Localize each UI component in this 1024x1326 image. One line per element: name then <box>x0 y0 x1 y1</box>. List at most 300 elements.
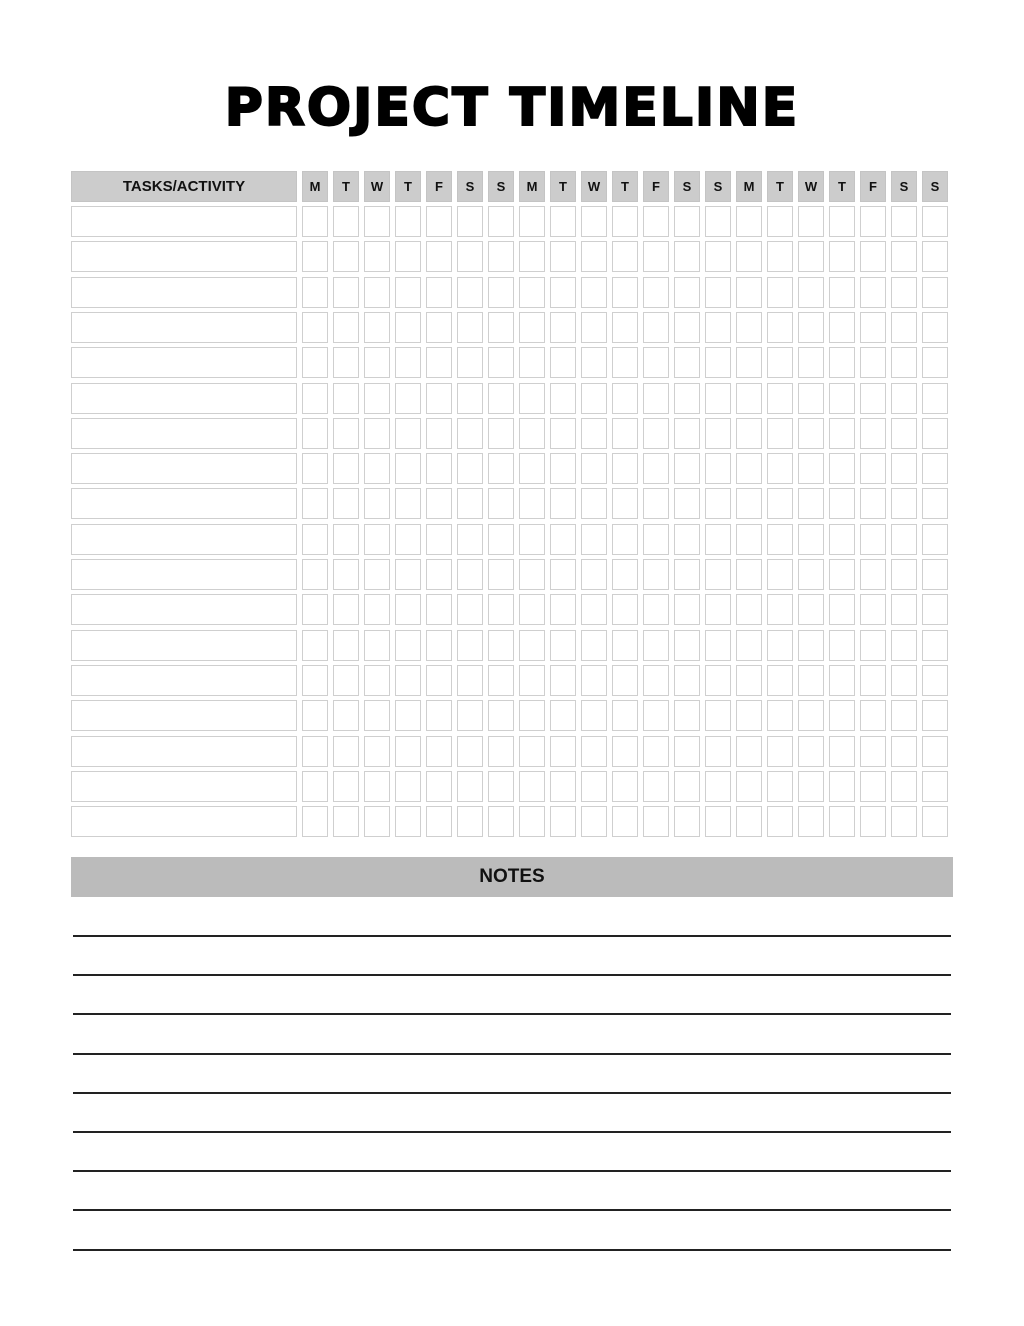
day-cell[interactable] <box>395 771 421 802</box>
day-cell[interactable] <box>550 488 576 519</box>
day-cell[interactable] <box>829 312 855 343</box>
day-cell[interactable] <box>829 418 855 449</box>
day-cell[interactable] <box>643 771 669 802</box>
day-cell[interactable] <box>612 665 638 696</box>
task-input[interactable] <box>71 700 297 731</box>
day-cell[interactable] <box>860 418 886 449</box>
day-cell[interactable] <box>519 665 545 696</box>
day-cell[interactable] <box>395 630 421 661</box>
day-cell[interactable] <box>457 559 483 590</box>
day-cell[interactable] <box>705 241 731 272</box>
day-cell[interactable] <box>798 383 824 414</box>
day-cell[interactable] <box>767 736 793 767</box>
day-cell[interactable] <box>922 630 948 661</box>
day-cell[interactable] <box>612 383 638 414</box>
day-cell[interactable] <box>364 771 390 802</box>
day-cell[interactable] <box>674 630 700 661</box>
day-cell[interactable] <box>519 312 545 343</box>
day-cell[interactable] <box>612 312 638 343</box>
day-cell[interactable] <box>519 559 545 590</box>
day-cell[interactable] <box>457 453 483 484</box>
day-cell[interactable] <box>922 771 948 802</box>
day-cell[interactable] <box>612 277 638 308</box>
day-cell[interactable] <box>767 559 793 590</box>
day-cell[interactable] <box>488 418 514 449</box>
day-cell[interactable] <box>457 277 483 308</box>
day-cell[interactable] <box>643 347 669 378</box>
day-cell[interactable] <box>674 700 700 731</box>
day-cell[interactable] <box>426 630 452 661</box>
day-cell[interactable] <box>333 418 359 449</box>
task-input[interactable] <box>71 347 297 378</box>
day-cell[interactable] <box>426 418 452 449</box>
day-cell[interactable] <box>364 594 390 625</box>
day-cell[interactable] <box>550 347 576 378</box>
day-cell[interactable] <box>550 594 576 625</box>
day-cell[interactable] <box>302 630 328 661</box>
day-cell[interactable] <box>550 277 576 308</box>
day-cell[interactable] <box>674 559 700 590</box>
note-line[interactable] <box>73 1053 951 1055</box>
day-cell[interactable] <box>860 383 886 414</box>
day-cell[interactable] <box>705 418 731 449</box>
day-cell[interactable] <box>302 700 328 731</box>
day-cell[interactable] <box>581 453 607 484</box>
day-cell[interactable] <box>705 453 731 484</box>
day-cell[interactable] <box>767 665 793 696</box>
day-cell[interactable] <box>488 488 514 519</box>
day-cell[interactable] <box>767 347 793 378</box>
day-cell[interactable] <box>333 630 359 661</box>
day-cell[interactable] <box>426 488 452 519</box>
day-cell[interactable] <box>767 312 793 343</box>
day-cell[interactable] <box>705 806 731 837</box>
task-input[interactable] <box>71 806 297 837</box>
day-cell[interactable] <box>860 312 886 343</box>
day-cell[interactable] <box>767 383 793 414</box>
day-cell[interactable] <box>643 524 669 555</box>
day-cell[interactable] <box>581 488 607 519</box>
day-cell[interactable] <box>705 347 731 378</box>
day-cell[interactable] <box>798 277 824 308</box>
day-cell[interactable] <box>736 700 762 731</box>
day-cell[interactable] <box>395 206 421 237</box>
day-cell[interactable] <box>798 559 824 590</box>
day-cell[interactable] <box>333 594 359 625</box>
day-cell[interactable] <box>581 559 607 590</box>
day-cell[interactable] <box>922 277 948 308</box>
day-cell[interactable] <box>643 383 669 414</box>
day-cell[interactable] <box>674 736 700 767</box>
day-cell[interactable] <box>736 524 762 555</box>
day-cell[interactable] <box>581 312 607 343</box>
day-cell[interactable] <box>674 453 700 484</box>
day-cell[interactable] <box>395 241 421 272</box>
day-cell[interactable] <box>457 206 483 237</box>
day-cell[interactable] <box>426 771 452 802</box>
day-cell[interactable] <box>302 453 328 484</box>
day-cell[interactable] <box>519 453 545 484</box>
note-line[interactable] <box>73 974 951 976</box>
day-cell[interactable] <box>705 665 731 696</box>
day-cell[interactable] <box>736 594 762 625</box>
day-cell[interactable] <box>891 559 917 590</box>
day-cell[interactable] <box>426 559 452 590</box>
day-cell[interactable] <box>364 241 390 272</box>
day-cell[interactable] <box>705 700 731 731</box>
day-cell[interactable] <box>767 277 793 308</box>
day-cell[interactable] <box>333 241 359 272</box>
day-cell[interactable] <box>333 277 359 308</box>
day-cell[interactable] <box>302 806 328 837</box>
day-cell[interactable] <box>705 630 731 661</box>
note-line[interactable] <box>73 1013 951 1015</box>
day-cell[interactable] <box>333 806 359 837</box>
day-cell[interactable] <box>705 771 731 802</box>
day-cell[interactable] <box>519 630 545 661</box>
day-cell[interactable] <box>333 453 359 484</box>
day-cell[interactable] <box>705 559 731 590</box>
day-cell[interactable] <box>488 383 514 414</box>
day-cell[interactable] <box>457 488 483 519</box>
day-cell[interactable] <box>891 488 917 519</box>
day-cell[interactable] <box>736 453 762 484</box>
day-cell[interactable] <box>519 383 545 414</box>
day-cell[interactable] <box>457 771 483 802</box>
day-cell[interactable] <box>395 665 421 696</box>
day-cell[interactable] <box>705 277 731 308</box>
day-cell[interactable] <box>457 665 483 696</box>
day-cell[interactable] <box>488 630 514 661</box>
day-cell[interactable] <box>612 453 638 484</box>
day-cell[interactable] <box>333 524 359 555</box>
day-cell[interactable] <box>705 312 731 343</box>
day-cell[interactable] <box>488 700 514 731</box>
day-cell[interactable] <box>488 206 514 237</box>
day-cell[interactable] <box>395 594 421 625</box>
day-cell[interactable] <box>302 771 328 802</box>
day-cell[interactable] <box>829 806 855 837</box>
day-cell[interactable] <box>860 206 886 237</box>
day-cell[interactable] <box>674 806 700 837</box>
day-cell[interactable] <box>798 524 824 555</box>
day-cell[interactable] <box>891 736 917 767</box>
day-cell[interactable] <box>674 418 700 449</box>
day-cell[interactable] <box>364 488 390 519</box>
day-cell[interactable] <box>364 665 390 696</box>
task-input[interactable] <box>71 736 297 767</box>
day-cell[interactable] <box>364 700 390 731</box>
day-cell[interactable] <box>705 736 731 767</box>
day-cell[interactable] <box>488 806 514 837</box>
day-cell[interactable] <box>736 665 762 696</box>
day-cell[interactable] <box>922 594 948 625</box>
day-cell[interactable] <box>829 700 855 731</box>
day-cell[interactable] <box>457 312 483 343</box>
day-cell[interactable] <box>488 771 514 802</box>
day-cell[interactable] <box>395 736 421 767</box>
day-cell[interactable] <box>736 277 762 308</box>
day-cell[interactable] <box>612 524 638 555</box>
day-cell[interactable] <box>891 206 917 237</box>
day-cell[interactable] <box>829 383 855 414</box>
day-cell[interactable] <box>426 736 452 767</box>
day-cell[interactable] <box>922 559 948 590</box>
day-cell[interactable] <box>302 241 328 272</box>
day-cell[interactable] <box>643 806 669 837</box>
day-cell[interactable] <box>581 383 607 414</box>
day-cell[interactable] <box>860 771 886 802</box>
day-cell[interactable] <box>891 665 917 696</box>
day-cell[interactable] <box>333 312 359 343</box>
day-cell[interactable] <box>364 806 390 837</box>
note-line[interactable] <box>73 935 951 937</box>
day-cell[interactable] <box>829 771 855 802</box>
day-cell[interactable] <box>333 700 359 731</box>
note-line[interactable] <box>73 1170 951 1172</box>
day-cell[interactable] <box>829 594 855 625</box>
day-cell[interactable] <box>550 524 576 555</box>
day-cell[interactable] <box>643 206 669 237</box>
day-cell[interactable] <box>922 312 948 343</box>
day-cell[interactable] <box>550 312 576 343</box>
day-cell[interactable] <box>488 594 514 625</box>
day-cell[interactable] <box>519 206 545 237</box>
day-cell[interactable] <box>767 630 793 661</box>
day-cell[interactable] <box>612 736 638 767</box>
day-cell[interactable] <box>736 630 762 661</box>
day-cell[interactable] <box>550 665 576 696</box>
day-cell[interactable] <box>426 594 452 625</box>
day-cell[interactable] <box>612 559 638 590</box>
day-cell[interactable] <box>457 383 483 414</box>
day-cell[interactable] <box>364 383 390 414</box>
day-cell[interactable] <box>860 594 886 625</box>
day-cell[interactable] <box>302 206 328 237</box>
day-cell[interactable] <box>550 241 576 272</box>
day-cell[interactable] <box>581 594 607 625</box>
day-cell[interactable] <box>612 594 638 625</box>
day-cell[interactable] <box>674 312 700 343</box>
day-cell[interactable] <box>922 383 948 414</box>
day-cell[interactable] <box>302 594 328 625</box>
day-cell[interactable] <box>736 241 762 272</box>
note-line[interactable] <box>73 1209 951 1211</box>
day-cell[interactable] <box>829 453 855 484</box>
day-cell[interactable] <box>488 736 514 767</box>
day-cell[interactable] <box>488 665 514 696</box>
day-cell[interactable] <box>333 736 359 767</box>
day-cell[interactable] <box>829 277 855 308</box>
day-cell[interactable] <box>457 594 483 625</box>
day-cell[interactable] <box>891 418 917 449</box>
task-input[interactable] <box>71 524 297 555</box>
day-cell[interactable] <box>736 806 762 837</box>
day-cell[interactable] <box>612 806 638 837</box>
day-cell[interactable] <box>426 277 452 308</box>
day-cell[interactable] <box>674 594 700 625</box>
day-cell[interactable] <box>674 488 700 519</box>
day-cell[interactable] <box>829 206 855 237</box>
day-cell[interactable] <box>457 418 483 449</box>
day-cell[interactable] <box>643 312 669 343</box>
day-cell[interactable] <box>302 277 328 308</box>
day-cell[interactable] <box>860 630 886 661</box>
day-cell[interactable] <box>674 665 700 696</box>
day-cell[interactable] <box>488 524 514 555</box>
day-cell[interactable] <box>612 418 638 449</box>
day-cell[interactable] <box>488 241 514 272</box>
day-cell[interactable] <box>643 594 669 625</box>
task-input[interactable] <box>71 312 297 343</box>
day-cell[interactable] <box>767 418 793 449</box>
day-cell[interactable] <box>581 806 607 837</box>
day-cell[interactable] <box>302 418 328 449</box>
day-cell[interactable] <box>643 453 669 484</box>
day-cell[interactable] <box>364 206 390 237</box>
day-cell[interactable] <box>860 736 886 767</box>
day-cell[interactable] <box>798 771 824 802</box>
day-cell[interactable] <box>674 524 700 555</box>
day-cell[interactable] <box>767 488 793 519</box>
day-cell[interactable] <box>364 736 390 767</box>
day-cell[interactable] <box>767 241 793 272</box>
day-cell[interactable] <box>798 347 824 378</box>
day-cell[interactable] <box>364 347 390 378</box>
day-cell[interactable] <box>519 700 545 731</box>
day-cell[interactable] <box>643 559 669 590</box>
day-cell[interactable] <box>519 418 545 449</box>
day-cell[interactable] <box>581 241 607 272</box>
day-cell[interactable] <box>829 241 855 272</box>
day-cell[interactable] <box>426 206 452 237</box>
day-cell[interactable] <box>395 524 421 555</box>
day-cell[interactable] <box>302 488 328 519</box>
day-cell[interactable] <box>891 700 917 731</box>
day-cell[interactable] <box>426 383 452 414</box>
day-cell[interactable] <box>426 665 452 696</box>
day-cell[interactable] <box>302 524 328 555</box>
day-cell[interactable] <box>798 594 824 625</box>
day-cell[interactable] <box>550 559 576 590</box>
day-cell[interactable] <box>643 665 669 696</box>
day-cell[interactable] <box>395 347 421 378</box>
day-cell[interactable] <box>426 312 452 343</box>
day-cell[interactable] <box>519 771 545 802</box>
note-line[interactable] <box>73 1131 951 1133</box>
day-cell[interactable] <box>829 524 855 555</box>
day-cell[interactable] <box>426 806 452 837</box>
day-cell[interactable] <box>674 771 700 802</box>
day-cell[interactable] <box>736 488 762 519</box>
day-cell[interactable] <box>705 488 731 519</box>
day-cell[interactable] <box>519 277 545 308</box>
day-cell[interactable] <box>860 700 886 731</box>
task-input[interactable] <box>71 383 297 414</box>
day-cell[interactable] <box>550 700 576 731</box>
day-cell[interactable] <box>457 524 483 555</box>
day-cell[interactable] <box>829 559 855 590</box>
day-cell[interactable] <box>457 630 483 661</box>
day-cell[interactable] <box>581 736 607 767</box>
day-cell[interactable] <box>302 312 328 343</box>
day-cell[interactable] <box>612 700 638 731</box>
day-cell[interactable] <box>395 418 421 449</box>
day-cell[interactable] <box>550 806 576 837</box>
day-cell[interactable] <box>550 206 576 237</box>
task-input[interactable] <box>71 206 297 237</box>
day-cell[interactable] <box>705 594 731 625</box>
day-cell[interactable] <box>395 277 421 308</box>
day-cell[interactable] <box>891 771 917 802</box>
day-cell[interactable] <box>922 806 948 837</box>
day-cell[interactable] <box>302 383 328 414</box>
day-cell[interactable] <box>829 665 855 696</box>
day-cell[interactable] <box>550 736 576 767</box>
day-cell[interactable] <box>612 241 638 272</box>
day-cell[interactable] <box>364 630 390 661</box>
day-cell[interactable] <box>643 277 669 308</box>
day-cell[interactable] <box>860 277 886 308</box>
day-cell[interactable] <box>612 488 638 519</box>
day-cell[interactable] <box>922 736 948 767</box>
day-cell[interactable] <box>767 700 793 731</box>
day-cell[interactable] <box>767 524 793 555</box>
day-cell[interactable] <box>829 347 855 378</box>
day-cell[interactable] <box>798 241 824 272</box>
day-cell[interactable] <box>426 347 452 378</box>
day-cell[interactable] <box>860 488 886 519</box>
day-cell[interactable] <box>612 347 638 378</box>
day-cell[interactable] <box>829 736 855 767</box>
day-cell[interactable] <box>519 736 545 767</box>
task-input[interactable] <box>71 771 297 802</box>
day-cell[interactable] <box>519 347 545 378</box>
day-cell[interactable] <box>767 594 793 625</box>
day-cell[interactable] <box>457 736 483 767</box>
day-cell[interactable] <box>333 206 359 237</box>
day-cell[interactable] <box>736 383 762 414</box>
day-cell[interactable] <box>674 347 700 378</box>
day-cell[interactable] <box>767 771 793 802</box>
day-cell[interactable] <box>860 806 886 837</box>
day-cell[interactable] <box>302 736 328 767</box>
day-cell[interactable] <box>519 488 545 519</box>
day-cell[interactable] <box>612 630 638 661</box>
task-input[interactable] <box>71 277 297 308</box>
day-cell[interactable] <box>860 665 886 696</box>
day-cell[interactable] <box>922 206 948 237</box>
day-cell[interactable] <box>922 347 948 378</box>
day-cell[interactable] <box>488 277 514 308</box>
note-line[interactable] <box>73 1092 951 1094</box>
task-input[interactable] <box>71 559 297 590</box>
day-cell[interactable] <box>860 241 886 272</box>
day-cell[interactable] <box>550 630 576 661</box>
day-cell[interactable] <box>457 700 483 731</box>
day-cell[interactable] <box>891 312 917 343</box>
day-cell[interactable] <box>581 206 607 237</box>
day-cell[interactable] <box>643 488 669 519</box>
day-cell[interactable] <box>860 347 886 378</box>
day-cell[interactable] <box>922 524 948 555</box>
day-cell[interactable] <box>519 241 545 272</box>
day-cell[interactable] <box>302 347 328 378</box>
day-cell[interactable] <box>333 383 359 414</box>
day-cell[interactable] <box>302 559 328 590</box>
day-cell[interactable] <box>798 700 824 731</box>
day-cell[interactable] <box>395 453 421 484</box>
